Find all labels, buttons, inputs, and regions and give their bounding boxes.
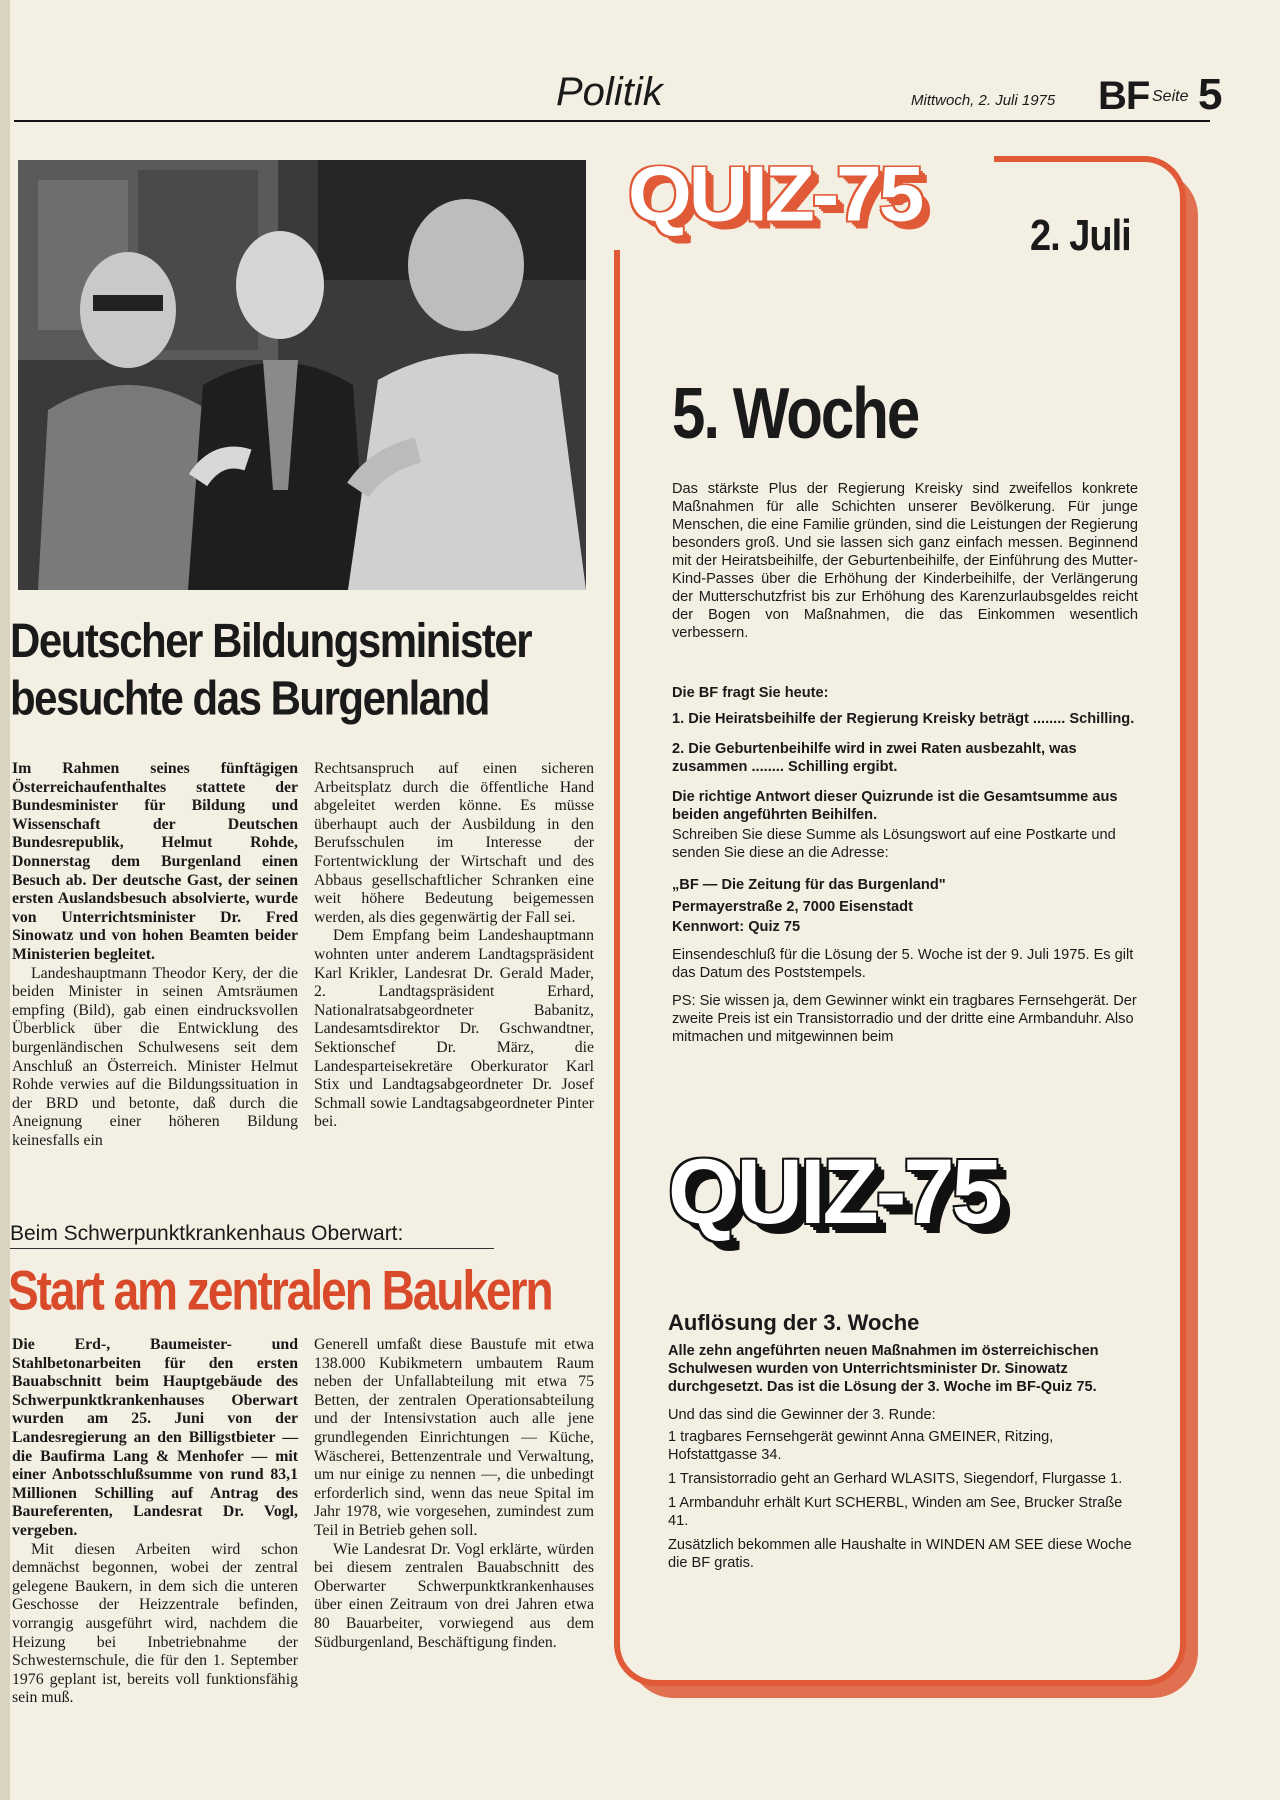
- quiz-question-2: 2. Die Geburtenbeihilfe wird in zwei Raten ausbezahlt, was zusammen ........ Schilling ergibt.: [672, 741, 1077, 775]
- quiz-intro: Das stärkste Plus der Regierung Kreisky sind zweifellos konkrete Maßnahmen für alle Schichten unserer Bevölkerung. Für junge Menschen, die eine Familie gründen, sind die Leistungen der Regierung besonders groß. Und sie lassen sich ganz einfach messen. Beginnend mit der Heiratsbeihilfe, der Geburtenbeihilfe, der Einführung des Mutter-Kind-Passes über die Erhöhung der Kinderbeihilfe, der Verlängerung der Mutterschutzfrist bis zur Erhöhung des Karenzurlaubsgeldes reicht der Bogen von Maßnahmen, die das Einkommen wesentlich verbessern.: [672, 481, 1138, 641]
- publication-logo: BF: [1098, 74, 1150, 118]
- minister-column-2: [314, 760, 594, 1132]
- quiz-address-line-1: „BF — Die Zeitung für das Burgenland": [672, 877, 946, 893]
- headline-minister: [10, 612, 590, 727]
- hospital-headline: Start am zentralen Baukern: [8, 1259, 552, 1322]
- minister-body-3: Dem Empfang beim Landeshauptmann wohnten unter anderem Landtagspräsident Karl Krikler, Landesrat Dr. Gerald Mader, 2. Landtagspräsident Erhard, Nationalratsabgeordneter Babanitz, Landesamtsdirektor Dr. Gschwandtner, Sektionschef Dr. März, die Landesparteisekretäre Oberkurator Karl Stix und Landtagsabgeordneter Dr. Josef Schmall sowie Landtagsabgeordneter Pinter bei.: [314, 927, 594, 1131]
- minister-body-1: Landeshauptmann Theodor Kery, der die beiden Minister in seinen Amtsräumen empfing (Bild), gab einen eindrucksvollen Überblick über die Entwicklung des burgenländischen Schulwesens seit dem Anschluß an Österreich. Minister Helmut Rohde verwies auf die Bildungssituation in der BRD und betonte, daß durch die Aneignung einer höheren Bildung keinesfalls ein: [12, 964, 298, 1149]
- quiz-solution-text: Alle zehn angeführten neuen Maßnahmen im österreichischen Schulwesen wurden von Unterrichtsminister Dr. Sinowatz durchgesetzt. Das ist die Lösung der 3. Woche im BF-Quiz 75.: [668, 1343, 1099, 1395]
- publication-date: Mittwoch, 2. Juli 1975: [911, 92, 1056, 109]
- news-photo: [18, 160, 586, 590]
- quiz-date: 2. Juli: [1030, 212, 1131, 261]
- hospital-body-1: Mit diesen Arbeiten wird schon demnächst begonnen, wobei der zentral gelegene Baukern, in dem sich die unteren Geschosse der Heizzentrale befinden, vorrangig ausgeführt wird, nachdem die Heizung bei Inbetriebnahme der Schwesternschule, die für den 1. September 1976 geplant ist, bereits voll funktionsfähig sein muß.: [12, 1540, 298, 1707]
- headline-minister-line2: besuchte das Burgenland: [10, 670, 489, 725]
- hospital-column-2: [314, 1336, 594, 1652]
- quiz-ps: PS: Sie wissen ja, dem Gewinner winkt ein tragbares Fernsehgerät. Der zweite Preis ist ein Transistorradio und der dritte eine Armbanduhr. Also mitmachen und mitgewinnen beim: [672, 993, 1137, 1045]
- quiz-winner-2: 1 Transistorradio geht an Gerhard WLASITS, Siegendorf, Flurgasse 1.: [668, 1471, 1123, 1487]
- quiz-extra: Zusätzlich bekommen alle Haushalte in WINDEN AM SEE diese Woche die BF gratis.: [668, 1537, 1132, 1571]
- section-label: Politik: [556, 70, 663, 114]
- masthead: [14, 66, 1223, 122]
- page-edge: [0, 0, 10, 1800]
- quiz-question-1: 1. Die Heiratsbeihilfe der Regierung Kreisky beträgt ........ Schilling.: [672, 711, 1135, 727]
- quiz-solution-title: Auflösung der 3. Woche: [668, 1310, 920, 1335]
- quiz-solution: [668, 1342, 1134, 1572]
- quiz-answer-note: Die richtige Antwort dieser Quizrunde ist die Gesamtsumme aus beiden angeführten Beihilfen.: [672, 789, 1118, 823]
- quiz-week: 5. Woche: [672, 373, 919, 454]
- quiz-address-line-2: Permayerstraße 2, 7000 Eisenstadt: [672, 899, 913, 915]
- quiz-logo-top: QUIZ-75: [628, 151, 922, 238]
- minister-lead: Im Rahmen seines fünftägigen Österreichaufenthaltes stattete der Bundesminister für Bildung und Wissenschaft der Deutschen Bundesrepublik, Helmut Rohde, Donnerstag dem Burgenland einen Besuch ab. Der deutsche Gast, der seinen ersten Auslandsbesuch absolvierte, wurde von Unterrichtsminister Dr. Fred Sinowatz und von hohen Beamten beider Ministerien begleitet.: [12, 760, 298, 963]
- hospital-subheading: Beim Schwerpunktkrankenhaus Oberwart:: [10, 1222, 494, 1249]
- quiz-winner-3: 1 Armbanduhr erhält Kurt SCHERBL, Winden am See, Brucker Straße 41.: [668, 1495, 1123, 1529]
- minister-column-1: [12, 760, 298, 1150]
- quiz-winners-heading: Und das sind die Gewinner der 3. Runde:: [668, 1407, 936, 1423]
- hospital-lead: Die Erd-, Baumeister- und Stahlbetonarbeiten für den ersten Bauabschnitt beim Hauptgebäude des Schwerpunktkrankenhauses Oberwart wurden am 25. Juni von der Landesregierung an den Billigstbieter — die Baufirma Lang & Menhofer — mit einer Anbotsschlußsumme von rund 83,1 Millionen Schilling auf Antrag des Baureferenten, Landesrat Dr. Vogl, vergeben.: [12, 1336, 298, 1539]
- quiz-instruction: Schreiben Sie diese Summe als Lösungswort auf eine Postkarte und senden Sie diese an die Adresse:: [672, 827, 1116, 861]
- hospital-column-1: [12, 1336, 298, 1708]
- quiz-address-line-3: Kennwort: Quiz 75: [672, 919, 801, 935]
- hospital-body-3: Wie Landesrat Dr. Vogl erklärte, würden bei diesem zentralen Bauabschnitt des Oberwarter Schwerpunktkrankenhauses über einen Zeitraum von drei Jahren etwa 80 Bauarbeiter, vorwiegend aus dem Südburgenland, Beschäftigung finden.: [314, 1540, 594, 1651]
- quiz-questions: [672, 684, 1138, 1046]
- page-number: 5: [1198, 70, 1223, 119]
- quiz-ask-heading: Die BF fragt Sie heute:: [672, 685, 829, 701]
- headline-minister-line1: Deutscher Bildungsminister: [10, 613, 532, 668]
- hospital-body-2: Generell umfaßt diese Baustufe mit etwa 138.000 Kubikmetern umbautem Raum neben der Unfallabteilung mit etwa 75 Betten, der zentralen Operationsabteilung und der Intensivstation auch alle jene grundlegenden Einrichtungen — Küche, Wäscherei, Bettenzentrale und Verwaltung, um nur einige zu nennen —, die unbedingt erforderlich sind, wenn das neue Spital im Jahr 1978, wie vorgesehen, zumindest zum Teil in Betrieb gehen soll.: [314, 1336, 594, 1539]
- quiz-logo-middle: QUIZ-75: [668, 1141, 1000, 1243]
- quiz-winner-1: 1 tragbares Fernsehgerät gewinnt Anna GMEINER, Ritzing, Hofstattgasse 34.: [668, 1429, 1054, 1463]
- page-label: Seite: [1152, 88, 1189, 105]
- minister-body-2: Rechtsanspruch auf einen sicheren Arbeitsplatz durch die öffentliche Hand abgeleitet werden könne. Es müsse überhaupt auch der Ausbildung in den Berufsschulen im Interesse der Fortentwicklung der Wirtschaft und des Abbaus gesellschaftlicher Schranken eine weit höhere Bedeutung beigemessen werden, als dies gegenwärtig der Fall sei.: [314, 760, 594, 926]
- quiz-deadline: Einsendeschluß für die Lösung der 5. Woche ist der 9. Juli 1975. Es gilt das Datum des Poststempels.: [672, 947, 1134, 981]
